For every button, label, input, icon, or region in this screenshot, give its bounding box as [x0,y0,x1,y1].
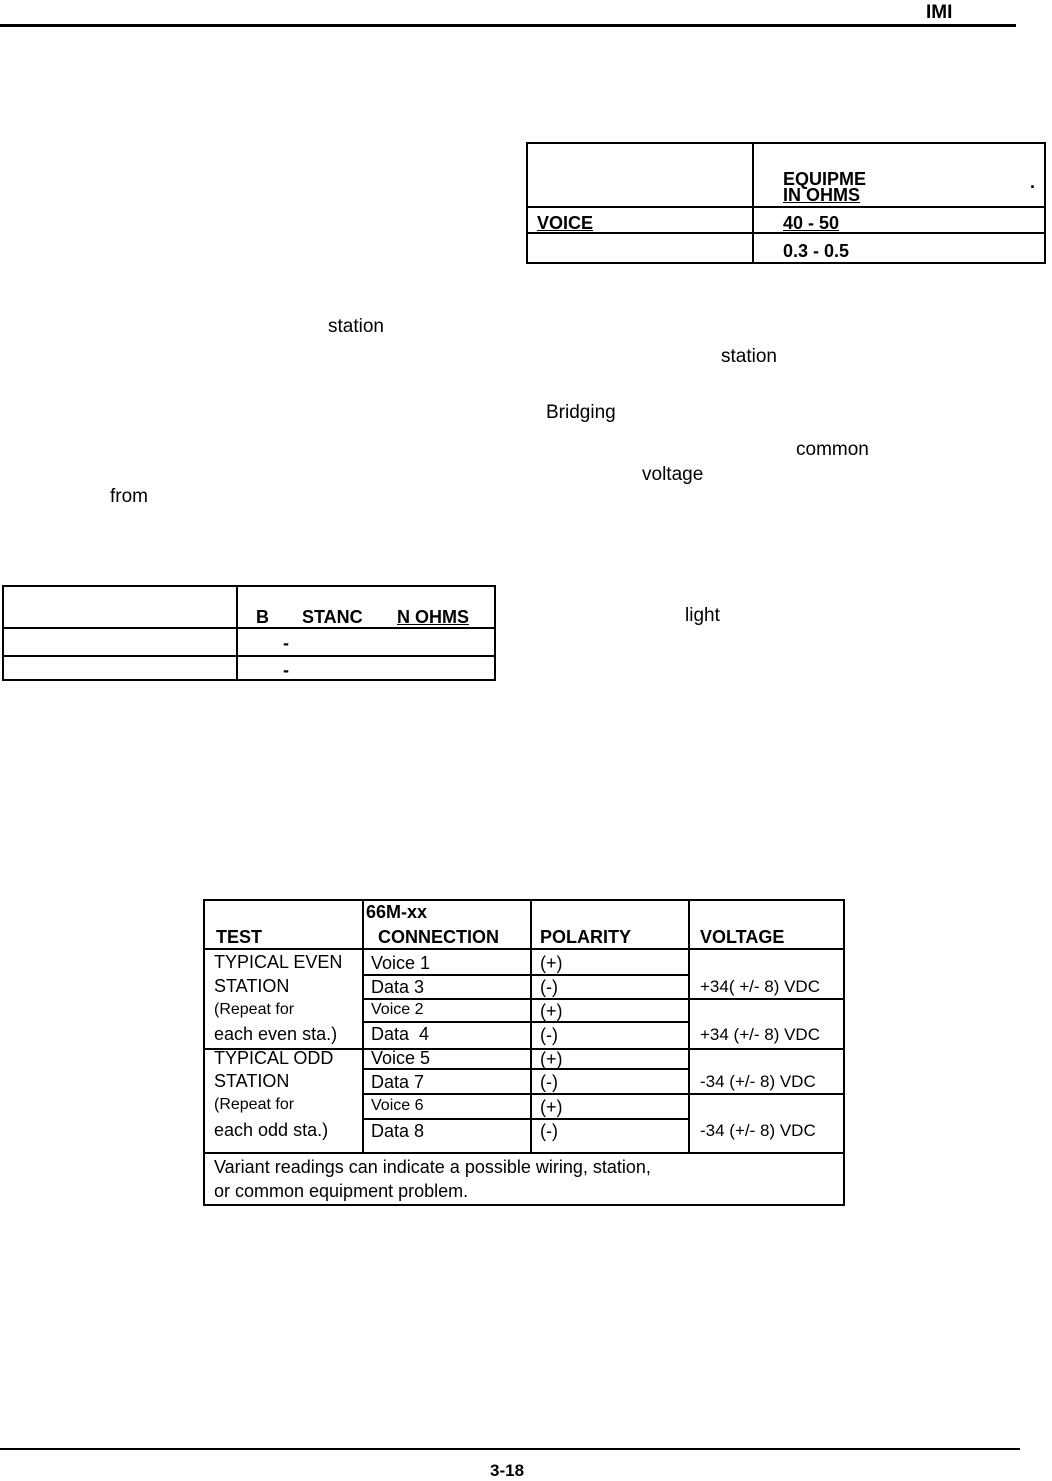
table-cell: - [283,660,289,680]
table-cell: 0.3 - 0.5 [783,241,850,261]
text-fragment: common [796,439,869,460]
connection-cell: Voice 1 [371,953,431,973]
polarity-cell: (-) [540,1121,558,1141]
text-fragment: Bridging [546,402,616,423]
header-logo: IMI [926,2,953,23]
test-cell: each even sta.) [214,1024,338,1044]
test-cell: (Repeat for [214,1096,295,1113]
table-note: Variant readings can indicate a possible wiring, station, [214,1157,651,1177]
header-cell: N OHMS [397,607,469,627]
test-cell: (Repeat for [214,1001,295,1018]
footer-rule [0,1448,1020,1450]
test-cell: STATION [214,976,290,996]
connection-cell: Data 7 [371,1072,425,1092]
page-number: 3-18 [490,1461,525,1480]
test-cell: TYPICAL ODD [214,1048,334,1068]
text-fragment: light [685,605,720,626]
header-cell: B [256,607,269,627]
voltage-cell: +34( +/- 8) VDC [700,977,820,996]
voltage-cell: +34 (+/- 8) VDC [700,1025,820,1044]
table-note: or common equipment problem. [214,1181,469,1201]
text-fragment: from [110,486,148,507]
connection-cell: Data 3 [371,977,425,997]
test-cell: TYPICAL EVEN [214,952,343,972]
header-voltage: VOLTAGE [700,927,785,947]
polarity-cell: (+) [540,1097,563,1117]
header-test: TEST [216,927,263,947]
voltage-cell: -34 (+/- 8) VDC [700,1121,816,1140]
table-cell: VOICE [537,213,594,233]
connection-cell: Voice 2 [371,1001,424,1018]
polarity-cell: (+) [540,1049,563,1069]
voltage-cell: -34 (+/- 8) VDC [700,1072,816,1091]
table-cell: - [283,633,289,653]
connection-cell: Data 8 [371,1121,425,1141]
connection-cell: Data 4 [371,1024,430,1044]
polarity-cell: (-) [540,1072,558,1092]
text-fragment: voltage [642,464,704,485]
text-fragment: station [328,316,384,337]
test-cell: each odd sta.) [214,1120,329,1140]
header-polarity: POLARITY [540,927,632,947]
header-rule [0,24,1016,27]
polarity-cell: (+) [540,953,563,973]
header-connection: CONNECTION [378,927,499,947]
connection-cell: Voice 5 [371,1048,431,1068]
text-fragment: station [721,346,777,367]
header-cell: IN OHMS [783,185,861,205]
header-cell: . [1030,172,1036,192]
header-cell: EQUIPME [783,169,867,189]
polarity-cell: (-) [540,1025,558,1045]
header-connection: 66M-xx [366,902,428,922]
connection-cell: Voice 6 [371,1097,424,1114]
table-cell: 40 - 50 [783,213,840,233]
test-cell: STATION [214,1071,290,1091]
polarity-cell: (+) [540,1001,563,1021]
polarity-cell: (-) [540,977,558,997]
header-cell: STANC [302,607,363,627]
